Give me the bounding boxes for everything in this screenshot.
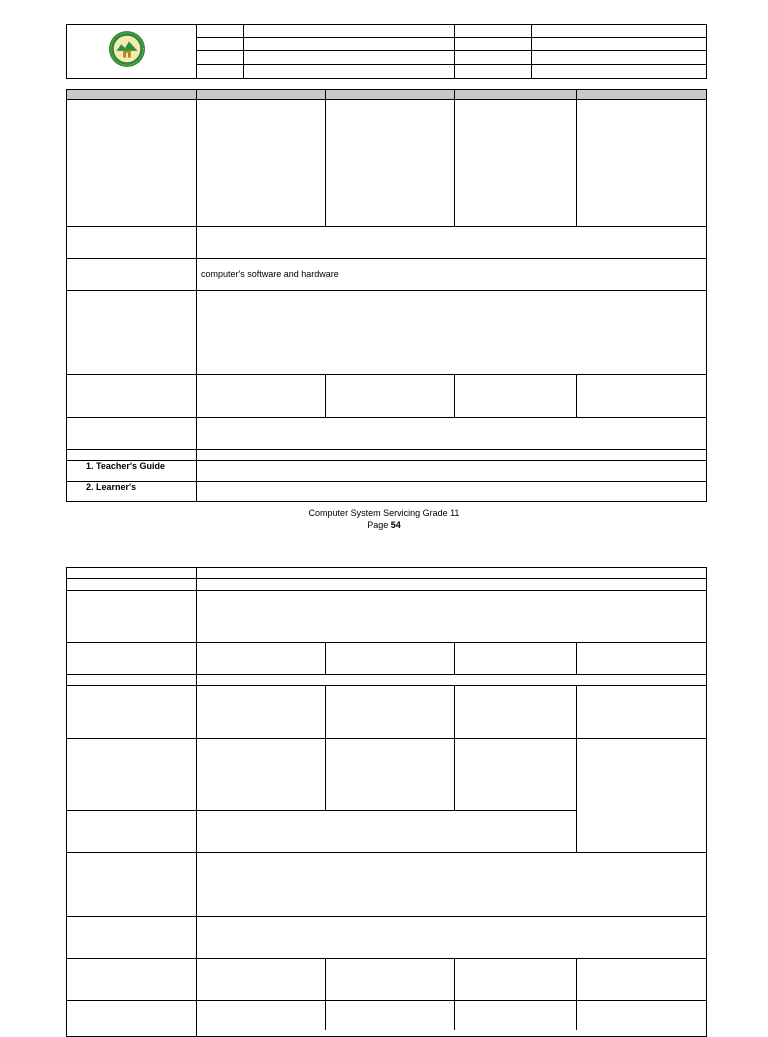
reference-teachers-guide: 1. Teacher's Guide bbox=[86, 461, 166, 471]
footer-title: Computer System Servicing Grade 11 bbox=[308, 508, 460, 518]
content-standard-text: computer's software and hardware bbox=[201, 269, 339, 279]
page-number: 54 bbox=[390, 520, 401, 530]
footer-page bbox=[0, 520, 768, 530]
objectives-table bbox=[66, 89, 707, 502]
header-table bbox=[66, 24, 707, 79]
reference-learners: 2. Learner's bbox=[86, 482, 137, 492]
page-label: Page bbox=[367, 520, 391, 530]
school-seal-logo bbox=[108, 30, 146, 68]
procedures-table bbox=[66, 567, 707, 1037]
table-header-band bbox=[67, 90, 706, 99]
